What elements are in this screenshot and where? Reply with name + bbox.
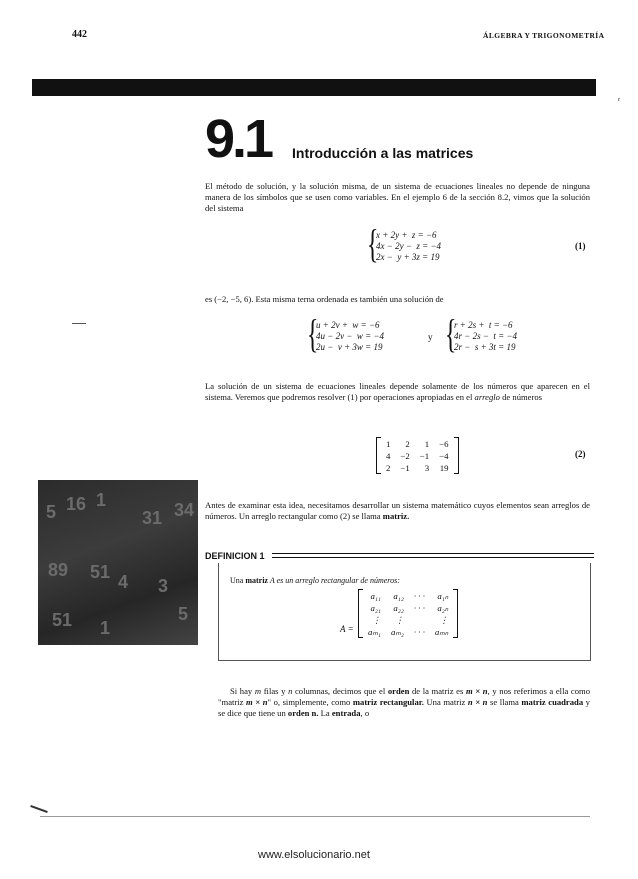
page-number: 442 xyxy=(72,29,87,40)
paragraph-array: La solución de un sistema de ecuaciones lineales depende solamente de los números que aparecen en el sistema. Veremos que podremos resolver (1) por operaciones apropiadas en el arreglo de números xyxy=(205,381,590,403)
margin-mark xyxy=(72,323,86,324)
paragraph-intro: El método de solución, y la solución misma, de un sistema de ecuaciones lineales no depende de ninguna manera de los símbolos que se usen como variables. En el ejemplo 6 de la sección 8.2, vimos que la solución del sistema xyxy=(205,181,590,214)
section-title: Introducción a las matrices xyxy=(292,145,474,161)
paragraph-ordered-triple: es (−2, −5, 6). Esta misma terna ordenada es también una solución de xyxy=(205,294,444,304)
equation-label-2: (2) xyxy=(575,449,586,459)
section-banner-bar xyxy=(32,79,596,96)
definition-rule xyxy=(272,553,594,558)
matrix-lhs: A = xyxy=(340,624,354,634)
definition-text: Una matriz A es un arreglo rectangular de números: xyxy=(230,576,400,585)
equation-system-uvw: u + 2v + w = −6 4u − 2v − w = −4 2u − v + 3w = 19 xyxy=(316,320,385,352)
footer-link[interactable]: www.elsolucionario.net xyxy=(258,849,370,861)
definition-heading: DEFINICION 1 xyxy=(205,551,265,561)
paragraph-matrix-intro: Antes de examinar esta idea, necesitamos desarrollar un sistema matemático cuyos elementos sean arreglos de números. Un arreglo rectangular como (2) se llama matriz. xyxy=(205,500,590,522)
section-number: 9.1 xyxy=(205,109,272,169)
paragraph-order: Si hay m filas y n columnas, decimos que el orden de la matriz es m × n, y nos referimos a ella como "matriz m × n" o, simplemente, como matriz rectangular. Una matriz n × n se llama matriz cuadrada y se dice que tiene un orden n. La entrada, o xyxy=(218,686,590,719)
page-bottom-rule xyxy=(40,816,590,817)
scan-mark: ᵣ xyxy=(618,92,621,103)
brace-left: { xyxy=(444,311,457,356)
conjunction: y xyxy=(428,332,433,342)
equation-system-1: x + 2y + z = −6 4x − 2y − z = −4 2x − y + 3z = 19 xyxy=(376,230,442,262)
brace-left: { xyxy=(306,311,319,356)
matrix-general: a₁₁ a₁₂ · · · a₁ₙ a₂₁ a₂₂ · · · a₂ₙ ⋮ ⋮ ⋮ aₘ₁ aₘ₂ · · · aₘₙ xyxy=(358,589,458,638)
photo-numbers: 5 16 1 31 34 89 51 4 3 51 1 5 xyxy=(38,480,198,645)
matrix-augmented: 1 2 1 −6 4 −2 −1 −4 2 −1 3 19 xyxy=(376,437,459,474)
equation-system-rst: r + 2s + t = −6 4r − 2s − t = −4 2r − s + 3t = 19 xyxy=(454,320,518,352)
running-head: ÁLGEBRA Y TRIGONOMETRÍA xyxy=(483,31,605,40)
equation-label-1: (1) xyxy=(575,241,586,251)
scan-mark xyxy=(30,805,48,813)
brace-left: { xyxy=(366,221,379,266)
